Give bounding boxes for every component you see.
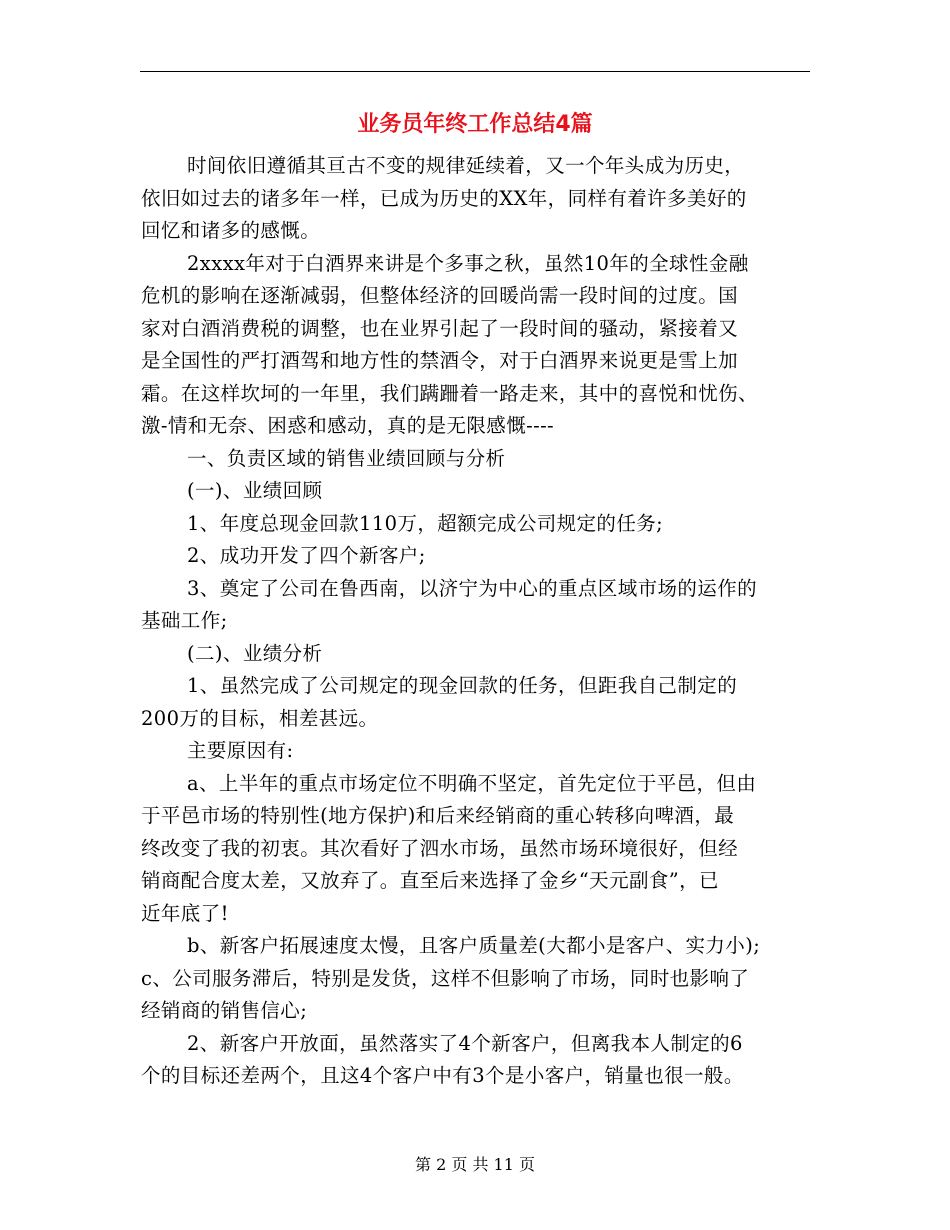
paragraph-line: 2xxxx年对于白酒界来讲是个多事之秋，虽然10年的全球性金融 [187,251,749,275]
list-item-continuation: 基础工作; [141,609,228,632]
page-number-footer: 第 2 页 共 11 页 [415,1155,535,1174]
list-item: 2、成功开发了四个新客户; [187,544,426,567]
subsection-heading: (一)、业绩回顾 [187,479,323,502]
paragraph-line: 主要原因有: [187,739,294,762]
paragraph-line: 回忆和诸多的感慨。 [141,219,321,242]
list-item-continuation: 个的目标还差两个，且这4个客户中有3个是小客户，销量也很一般。 [141,1064,744,1087]
list-item-continuation: 近年底了! [141,901,229,925]
document-title: 业务员年终工作总结4篇 [357,112,593,137]
list-item-continuation: 200万的目标，相差甚远。 [141,706,379,730]
paragraph-line: 家对白酒消费税的调整，也在业界引起了一段时间的骚动，紧接着又 [141,316,739,340]
paragraph-line: 霜。在这样坎坷的一年里，我们蹒跚着一路走来，其中的喜悦和忧伤、 [141,381,758,405]
paragraph-line: 危机的影响在逐渐减弱，但整体经济的回暖尚需一段时间的过度。国 [141,284,739,307]
list-item: 1、虽然完成了公司规定的现金回款的任务，但距我自己制定的 [187,674,738,697]
header-rule [140,71,810,72]
list-item-continuation: 销商配合度太差，又放弃了。直至后来选择了金乡“天元副食”，已 [141,869,719,892]
list-item: b、新客户拓展速度太慢，且客户质量差(大都小是客户、实力小); [187,934,761,957]
section-heading: 一、负责区域的销售业绩回顾与分析 [187,446,506,470]
list-item: c、公司服务滞后，特别是发货，这样不但影响了市场，同时也影响了 [141,966,750,990]
paragraph-line: 时间依旧遵循其亘古不变的规律延续着，又一个年头成为历史， [187,154,745,177]
list-item: 1、年度总现金回款110万，超额完成公司规定的任务; [187,511,664,535]
document-body [141,150,811,1093]
paragraph-line: 激-情和无奈、困惑和感动，真的是无限感慨---- [141,414,555,437]
list-item: a、上半年的重点市场定位不明确不坚定，首先定位于平邑，但由 [187,771,757,795]
list-item-continuation: 经销商的销售信心; [141,999,308,1022]
paragraph-line: 是全国性的严打酒驾和地方性的禁酒令，对于白酒界来说更是雪上加 [141,349,739,372]
paragraph-line: 依旧如过去的诸多年一样，已成为历史的XX年，同样有着许多美好的 [141,186,747,210]
list-item: 3、奠定了公司在鲁西南，以济宁为中心的重点区域市场的运作的 [187,576,758,600]
list-item-continuation: 终改变了我的初衷。其次看好了泗水市场，虽然市场环境很好，但经 [141,836,739,860]
subsection-heading: (二)、业绩分析 [187,641,323,665]
list-item-continuation: 于平邑市场的特别性(地方保护)和后来经销商的重心转移向啤酒，最 [141,804,735,827]
list-item: 2、新客户开放面，虽然落实了4个新客户，但离我本人制定的6 [187,1031,743,1055]
